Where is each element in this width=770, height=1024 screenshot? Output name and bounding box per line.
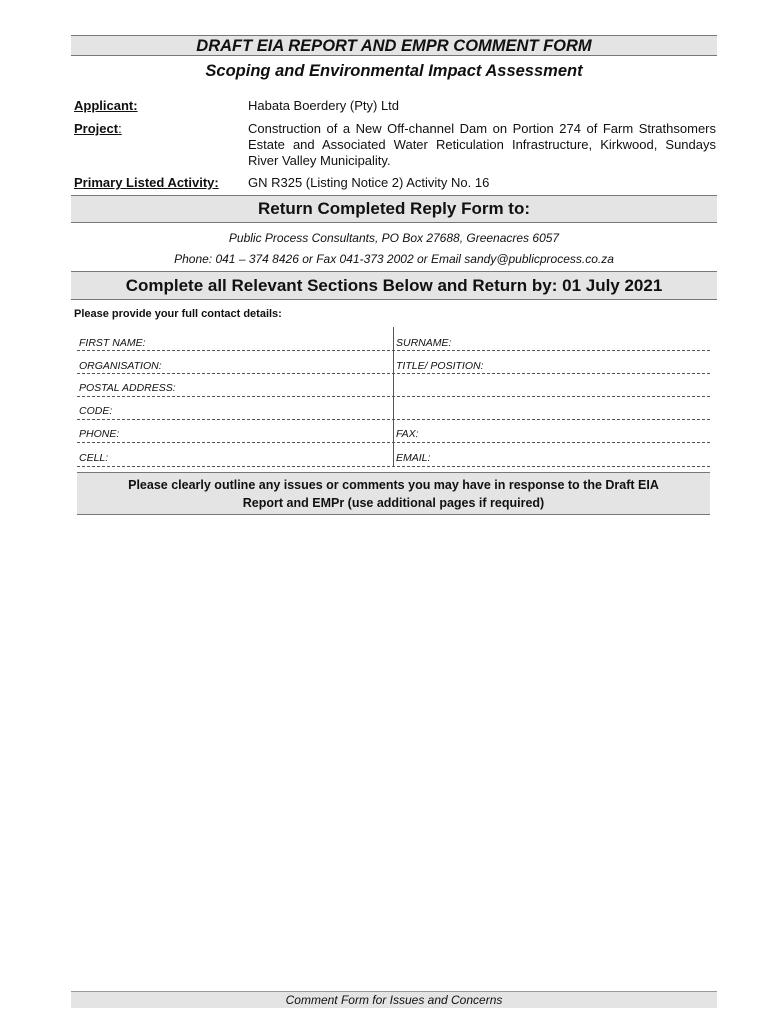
code-field[interactable]: CODE:	[79, 405, 113, 417]
field-divider	[77, 396, 710, 397]
column-divider	[393, 327, 394, 467]
fax-field[interactable]: FAX:	[396, 428, 419, 440]
cell-field[interactable]: CELL:	[79, 452, 109, 464]
return-heading: Return Completed Reply Form to:	[71, 195, 717, 223]
activity-label: Primary Listed Activity:	[74, 175, 219, 190]
field-divider	[77, 350, 710, 351]
organisation-field[interactable]: ORGANISATION:	[79, 360, 162, 372]
phone-field[interactable]: PHONE:	[79, 428, 120, 440]
field-divider	[77, 442, 710, 443]
email-field[interactable]: EMAIL:	[396, 452, 431, 464]
issues-line-2: Report and EMPr (use additional pages if required)	[242, 496, 545, 510]
field-divider	[77, 419, 710, 420]
deadline-heading: Complete all Relevant Sections Below and Return by: 01 July 2021	[71, 271, 717, 300]
issues-line-1: Please clearly outline any issues or comments you may have in response to the Draft EIA	[128, 478, 659, 492]
form-title: DRAFT EIA REPORT AND EMPR COMMENT FORM	[71, 35, 717, 56]
surname-field[interactable]: SURNAME:	[396, 337, 452, 349]
field-divider	[77, 466, 710, 467]
applicant-label: Applicant:	[74, 98, 138, 113]
project-label-colon: :	[118, 121, 122, 136]
form-subtitle: Scoping and Environmental Impact Assessment	[205, 62, 583, 80]
project-value: Construction of a New Off-channel Dam on Portion 274 of Farm Strathsomers Estate and Associated Water Reticulation Infrastructure, Kirkwood, Sundays River Valley Municipality.	[248, 121, 716, 168]
return-address: Public Process Consultants, PO Box 27688, Greenacres 6057	[228, 231, 560, 245]
contact-instruction: Please provide your full contact details:	[74, 308, 282, 320]
title-position-field[interactable]: TITLE/ POSITION:	[396, 360, 484, 372]
field-divider	[77, 373, 710, 374]
first-name-field[interactable]: FIRST NAME:	[79, 337, 146, 349]
applicant-value: Habata Boerdery (Pty) Ltd	[248, 98, 400, 113]
project-label	[74, 121, 122, 136]
postal-address-field[interactable]: POSTAL ADDRESS:	[79, 382, 176, 394]
return-contact: Phone: 041 – 374 8426 or Fax 041-373 2002 or Email sandy@publicprocess.co.za	[174, 252, 614, 266]
issues-instruction	[77, 472, 710, 515]
page-footer: Comment Form for Issues and Concerns	[71, 991, 717, 1008]
project-label-text: Project	[74, 121, 119, 136]
activity-value: GN R325 (Listing Notice 2) Activity No. 16	[248, 175, 490, 190]
